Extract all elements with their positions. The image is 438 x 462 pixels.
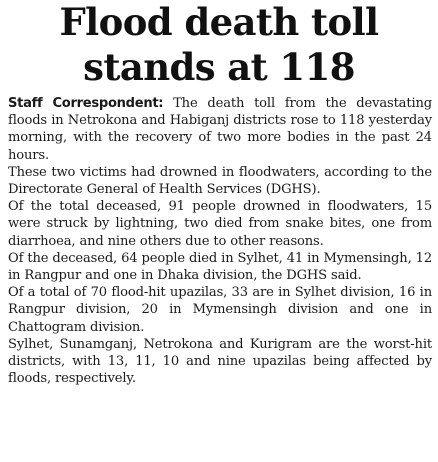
paragraph-4: Of the deceased, 64 people died in Sylhet, 41 in Mymensingh, 12 in Rangpur and one in Dhaka division, the DGHS said. <box>8 250 432 284</box>
paragraph-5: Of a total of 70 flood-hit upazilas, 33 are in Sylhet division, 16 in Rangpur division, 20 in Mymensingh division and one in Chattogram division. <box>8 285 432 335</box>
paragraph-1-text: The death toll from the devastating floods in Netrokona and Habiganj districts rose to 118 yesterday morning, with the recovery of two more bodies in the past 24 hours. <box>8 96 432 163</box>
paragraph-3: Of the total deceased, 91 people drowned in floodwaters, 15 were struck by lightning, two died from snake bites, one from diarrhoea, and nine others due to other reasons. <box>8 199 432 249</box>
headline-line-1: Flood death toll <box>59 0 379 44</box>
paragraph-6: Sylhet, Sunamganj, Netrokona and Kurigram are the worst-hit districts, with 13, 11, 10 and nine upazilas being affected by floods, respectively. <box>8 336 432 387</box>
byline: Staff Correspondent: <box>8 96 164 111</box>
paragraph-1 <box>8 95 432 164</box>
paragraph-2: These two victims had drowned in floodwaters, according to the Directorate General of Health Services (DGHS). <box>8 164 432 198</box>
article-body <box>8 95 432 387</box>
headline-line-2: stands at 118 <box>83 45 355 89</box>
